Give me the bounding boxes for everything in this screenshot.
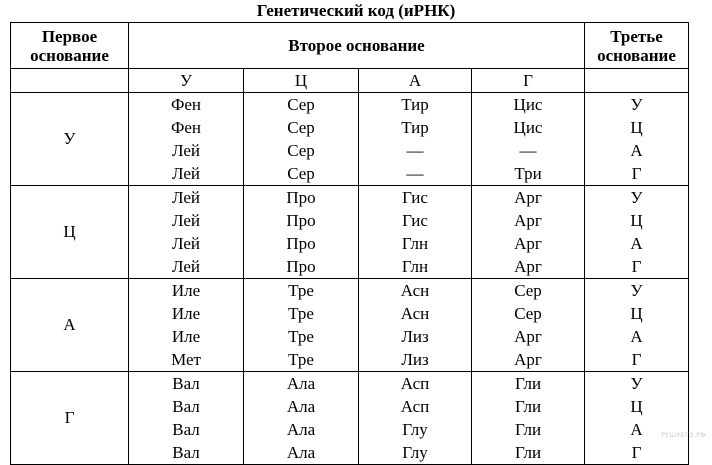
amino-acid-cell bbox=[129, 372, 244, 465]
amino-acid: Фен bbox=[170, 95, 202, 114]
second-base-u: У bbox=[129, 69, 244, 93]
amino-acid: Про bbox=[286, 234, 316, 253]
empty-header-cell bbox=[11, 69, 129, 93]
amino-acid: Глн bbox=[401, 234, 429, 253]
amino-acid: Асн bbox=[400, 304, 430, 323]
amino-acid: Арг bbox=[514, 257, 542, 276]
amino-acid: Сер bbox=[287, 164, 315, 183]
amino-acid: Три bbox=[514, 164, 542, 183]
amino-acid: Тир bbox=[401, 95, 429, 114]
amino-acid: Ала bbox=[286, 397, 316, 416]
watermark: РЕШУЕГЭ.РФ bbox=[661, 432, 706, 439]
third-base: А bbox=[630, 420, 643, 439]
amino-acid: Гли bbox=[514, 374, 542, 393]
second-base-c: Ц bbox=[244, 69, 359, 93]
amino-acid-cell bbox=[359, 93, 472, 186]
third-base: А bbox=[630, 327, 643, 346]
codon-group-row bbox=[11, 186, 689, 279]
amino-acid: Иле bbox=[171, 304, 201, 323]
amino-acid: Вал bbox=[172, 420, 200, 439]
amino-acid: Лей bbox=[171, 234, 201, 253]
amino-acid: Ала bbox=[286, 374, 316, 393]
second-base-row bbox=[11, 69, 689, 93]
amino-acid: Асп bbox=[400, 374, 430, 393]
third-base: Г bbox=[631, 257, 642, 276]
amino-acid-cell bbox=[359, 372, 472, 465]
amino-acid-cell bbox=[472, 93, 585, 186]
third-base: У bbox=[630, 281, 643, 300]
amino-acid: Вал bbox=[172, 443, 200, 462]
third-base-header bbox=[585, 23, 689, 69]
amino-acid: Мет bbox=[171, 350, 201, 369]
third-base: Ц bbox=[630, 397, 643, 416]
amino-acid: Иле bbox=[171, 327, 201, 346]
amino-acid: Лиз bbox=[401, 350, 429, 369]
amino-acid: Глу bbox=[402, 420, 428, 439]
third-base-header-line-1: Третье bbox=[610, 26, 663, 46]
amino-acid: Тре bbox=[288, 304, 314, 323]
third-base: Г bbox=[631, 164, 642, 183]
amino-acid-cell bbox=[129, 186, 244, 279]
amino-acid: Про bbox=[286, 257, 316, 276]
amino-acid: Лиз bbox=[401, 327, 429, 346]
third-base: Ц bbox=[630, 118, 643, 137]
codon-group-row bbox=[11, 93, 689, 186]
amino-acid: Сер bbox=[287, 141, 315, 160]
amino-acid: Про bbox=[286, 211, 316, 230]
amino-acid: Фен bbox=[170, 118, 202, 137]
codon-groups bbox=[11, 93, 689, 465]
second-base-g: Г bbox=[472, 69, 585, 93]
third-base-header-line-2: основание bbox=[597, 45, 676, 65]
third-base-cell bbox=[585, 186, 689, 279]
amino-acid: Лей bbox=[171, 164, 201, 183]
third-base: У bbox=[630, 188, 643, 207]
amino-acid: Арг bbox=[514, 211, 542, 230]
amino-acid: Ала bbox=[286, 443, 316, 462]
codon-group-row bbox=[11, 372, 689, 465]
amino-acid: — bbox=[406, 141, 424, 160]
third-base: Ц bbox=[630, 211, 643, 230]
third-base: Ц bbox=[630, 304, 643, 323]
amino-acid: Лей bbox=[171, 188, 201, 207]
amino-acid: Гли bbox=[514, 397, 542, 416]
first-base-cell: Ц bbox=[11, 186, 129, 279]
amino-acid: Арг bbox=[514, 188, 542, 207]
amino-acid: Ала bbox=[286, 420, 316, 439]
amino-acid: Глн bbox=[401, 257, 429, 276]
empty-header-cell bbox=[585, 69, 689, 93]
amino-acid: Сер bbox=[514, 304, 542, 323]
third-base: У bbox=[630, 374, 643, 393]
amino-acid-cell bbox=[244, 93, 359, 186]
amino-acid: Вал bbox=[172, 397, 200, 416]
amino-acid: Вал bbox=[172, 374, 200, 393]
amino-acid-cell bbox=[472, 372, 585, 465]
amino-acid: Сер bbox=[287, 118, 315, 137]
second-base-a: А bbox=[359, 69, 472, 93]
amino-acid: Асп bbox=[400, 397, 430, 416]
amino-acid-cell bbox=[244, 279, 359, 372]
amino-acid: Про bbox=[286, 188, 316, 207]
amino-acid: Гли bbox=[514, 420, 542, 439]
genetic-code-table bbox=[10, 22, 689, 465]
amino-acid-cell bbox=[472, 279, 585, 372]
amino-acid: Лей bbox=[171, 211, 201, 230]
third-base-cell bbox=[585, 93, 689, 186]
amino-acid: Гис bbox=[402, 188, 428, 207]
codon-group-row bbox=[11, 279, 689, 372]
amino-acid-cell bbox=[359, 186, 472, 279]
first-base-cell: Г bbox=[11, 372, 129, 465]
amino-acid: Лей bbox=[171, 257, 201, 276]
amino-acid: Арг bbox=[514, 234, 542, 253]
amino-acid: Арг bbox=[514, 327, 542, 346]
amino-acid-cell bbox=[244, 372, 359, 465]
amino-acid: Гис bbox=[402, 211, 428, 230]
amino-acid-cell bbox=[472, 186, 585, 279]
first-base-header-line-1: Первое bbox=[41, 26, 98, 46]
amino-acid: — bbox=[406, 164, 424, 183]
amino-acid-cell bbox=[359, 279, 472, 372]
first-base-cell: У bbox=[11, 93, 129, 186]
amino-acid: Сер bbox=[514, 281, 542, 300]
amino-acid: Асн bbox=[400, 281, 430, 300]
amino-acid-cell bbox=[244, 186, 359, 279]
amino-acid: Тре bbox=[288, 327, 314, 346]
first-base-header bbox=[11, 23, 129, 69]
third-base: А bbox=[630, 141, 643, 160]
third-base: У bbox=[630, 95, 643, 114]
amino-acid: Лей bbox=[171, 141, 201, 160]
third-base-cell bbox=[585, 279, 689, 372]
amino-acid: Тре bbox=[288, 350, 314, 369]
amino-acid: Арг bbox=[514, 350, 542, 369]
amino-acid: — bbox=[519, 141, 537, 160]
table-title: Генетический код (иРНК) bbox=[256, 1, 456, 20]
first-base-cell: А bbox=[11, 279, 129, 372]
amino-acid-cell bbox=[129, 279, 244, 372]
amino-acid-cell bbox=[129, 93, 244, 186]
second-base-header: Второе основание bbox=[129, 23, 585, 69]
first-base-header-line-2: основание bbox=[30, 45, 109, 65]
third-base-cell bbox=[585, 372, 689, 465]
amino-acid: Сер bbox=[287, 95, 315, 114]
amino-acid: Цис bbox=[513, 118, 543, 137]
amino-acid: Иле bbox=[171, 281, 201, 300]
amino-acid: Цис bbox=[513, 95, 543, 114]
header-row bbox=[11, 23, 689, 69]
amino-acid: Тир bbox=[401, 118, 429, 137]
amino-acid: Гли bbox=[514, 443, 542, 462]
third-base: А bbox=[630, 234, 643, 253]
third-base: Г bbox=[631, 350, 642, 369]
amino-acid: Тре bbox=[288, 281, 314, 300]
third-base: Г bbox=[631, 443, 642, 462]
amino-acid: Глу bbox=[402, 443, 428, 462]
